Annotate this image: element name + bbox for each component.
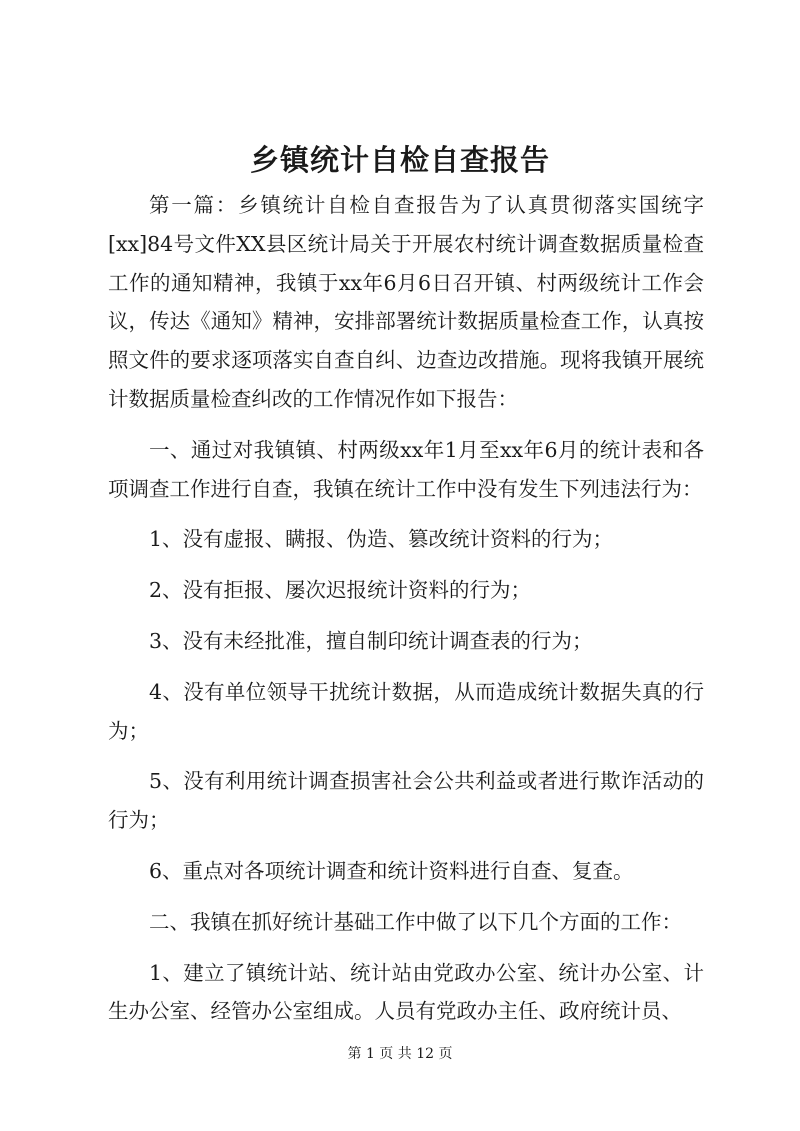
paragraph-item-3: 3、没有未经批准，擅自制印统计调查表的行为； bbox=[149, 628, 593, 653]
paragraph-section-two: 二、我镇在抓好统计基础工作中做了以下几个方面的工作： bbox=[149, 909, 682, 934]
paragraph-section-two-item-1: 1、建立了镇统计站、统计站由党政办公室、统计办公室、计生办公室、经管办公室组成。人员有党政办主任、政府统计员、 bbox=[108, 960, 704, 1024]
paragraph-section-one: 一、通过对我镇镇、村两级xx年1月至xx年6月的统计表和各项调查工作进行自查，我镇在统计工作中没有发生下列违法行为： bbox=[108, 437, 704, 501]
paragraph-intro: 第一篇：乡镇统计自检自查报告为了认真贯彻落实国统字[xx]84号文件XX县区统计局关于开展农村统计调查数据质量检查工作的通知精神，我镇于xx年6月6日召开镇、村两级统计工作会议，传达《通知》精神，安排部署统计数据质量检查工作，认真按照文件的要求逐项落实自查自纠、边查边改措施。现将我镇开展统计数据质量检查纠改的工作情况作如下报告： bbox=[108, 193, 704, 411]
paragraph-item-6: 6、重点对各项统计调查和统计资料进行自查、复查。 bbox=[149, 858, 634, 883]
document-title: 乡镇统计自检自查报告 bbox=[249, 143, 550, 177]
paragraph-item-2: 2、没有拒报、屡次迟报统计资料的行为； bbox=[149, 578, 532, 603]
document-body bbox=[108, 186, 704, 1043]
paragraph-item-4: 4、没有单位领导干扰统计数据，从而造成统计数据失真的行为； bbox=[108, 679, 704, 743]
paragraph-item-5: 5、没有利用统计调查损害社会公共利益或者进行欺诈活动的行为； bbox=[108, 769, 704, 833]
page-footer: 第 1 页 共 12 页 bbox=[347, 1046, 453, 1062]
paragraph-item-1: 1、没有虚报、瞒报、伪造、篡改统计资料的行为； bbox=[149, 527, 614, 552]
